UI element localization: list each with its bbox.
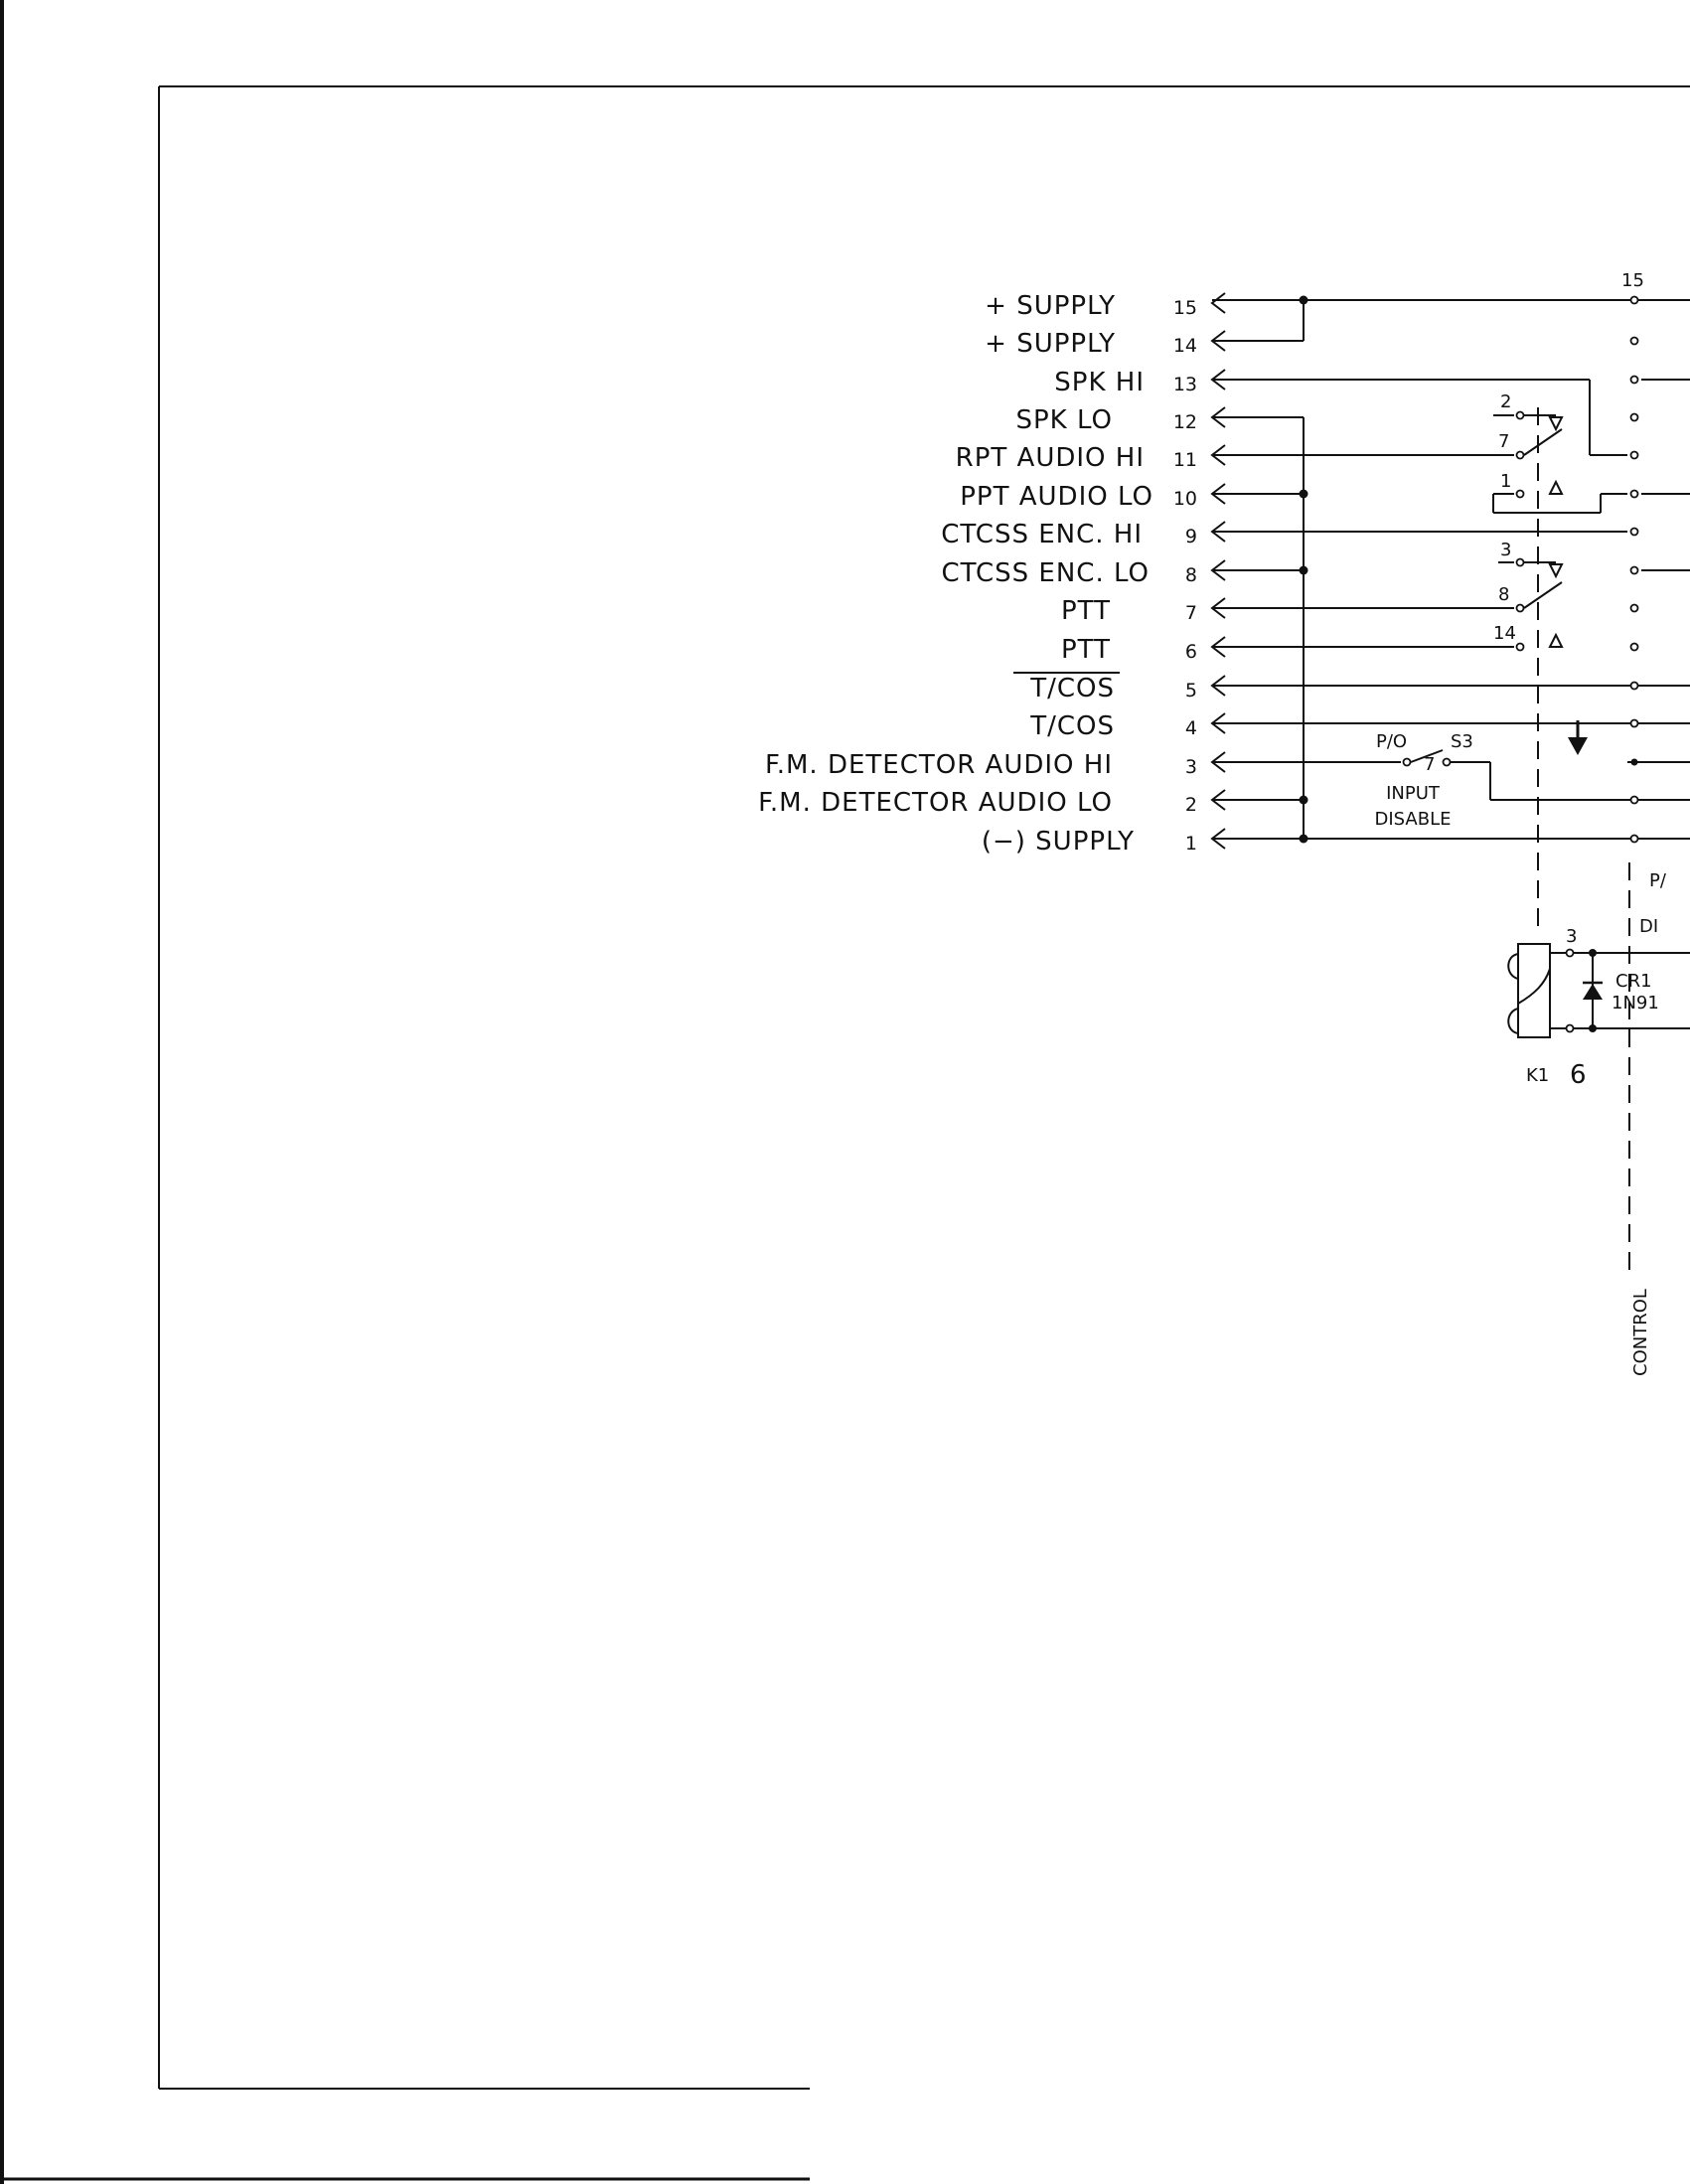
pin-number: 3 [1184, 756, 1197, 778]
contact-3-number: 3 [1500, 540, 1512, 560]
diode-icon [1583, 984, 1603, 1000]
ground-arrow-icon [1568, 720, 1588, 755]
pin-number: 14 [1172, 335, 1197, 357]
switch-function-line1: INPUT [1386, 783, 1440, 804]
pin-number: 4 [1184, 717, 1197, 739]
right-edge-label-top: P/ [1649, 870, 1666, 891]
connector-labels [758, 291, 1153, 857]
pin-4-label: T/COS [1030, 711, 1115, 741]
pin-number: 7 [1184, 602, 1197, 624]
pin-3-label: F.M. DETECTOR AUDIO HI [764, 750, 1113, 780]
pin-number: 11 [1172, 449, 1197, 471]
relay-contacts [1411, 415, 1562, 762]
pin-number: 8 [1184, 564, 1197, 586]
right-edge-labels [1639, 870, 1667, 937]
pin-11-label: RPT AUDIO HI [955, 443, 1145, 473]
pin-6-label: PTT [1061, 635, 1111, 665]
pin-number: 12 [1172, 411, 1197, 433]
relay-pin-bottom: 6 [1570, 1060, 1588, 1090]
pin-number: 10 [1172, 488, 1197, 510]
pin-15-label: + SUPPLY [985, 291, 1116, 321]
terminal-circles [1404, 297, 1638, 1032]
pin-9-label: CTCSS ENC. HI [941, 520, 1143, 549]
relay-k1 [1508, 926, 1587, 1090]
pin-number: 15 [1172, 297, 1197, 319]
switch-contact-number: 7 [1424, 754, 1436, 775]
contact-14-number: 14 [1493, 623, 1516, 644]
relay-contact-numbers [1493, 270, 1644, 644]
right-pin-15-label: 15 [1621, 270, 1644, 291]
junction-dots [1300, 296, 1638, 1033]
switch-s3 [1375, 731, 1473, 830]
switch-part-label: P/O [1376, 731, 1408, 752]
switch-function-line2: DISABLE [1374, 809, 1452, 830]
relay-pin-top: 3 [1566, 926, 1578, 947]
pin-number: 2 [1184, 794, 1197, 816]
contact-8-number: 8 [1498, 584, 1510, 605]
pin-13-label: SPK HI [1054, 368, 1145, 397]
pin-8-label: CTCSS ENC. LO [941, 558, 1150, 588]
pin-5-label: T/COS [1030, 674, 1115, 703]
contact-7-number: 7 [1498, 431, 1510, 452]
pin-1-label: (−) SUPPLY [981, 827, 1135, 857]
relay-coil-body [1518, 944, 1550, 1037]
pin-14-label: + SUPPLY [985, 329, 1116, 359]
pin-number: 5 [1184, 680, 1197, 702]
diode-cr1 [1583, 971, 1659, 1014]
diode-ref: CR1 [1615, 971, 1652, 992]
pin-number: 6 [1184, 641, 1197, 663]
contact-2-number: 2 [1500, 391, 1512, 412]
switch-ref: S3 [1451, 731, 1473, 752]
pin-2-label: F.M. DETECTOR AUDIO LO [758, 788, 1113, 818]
contact-1-number: 1 [1500, 471, 1512, 492]
pin-12-label: SPK LO [1015, 405, 1113, 435]
relay-ref: K1 [1526, 1065, 1550, 1086]
pin-10-label: PPT AUDIO LO [960, 482, 1153, 512]
pin-number: 13 [1172, 374, 1197, 395]
pin-7-label: PTT [1061, 596, 1111, 626]
wiring [1212, 300, 1690, 1028]
diode-part: 1N91 [1612, 993, 1659, 1014]
pin-number: 9 [1184, 526, 1197, 547]
pin-number: 1 [1184, 833, 1197, 855]
control-label: CONTROL [1630, 1289, 1651, 1376]
right-edge-label-second: DI [1639, 916, 1659, 937]
pin-numbers [1173, 297, 1197, 855]
